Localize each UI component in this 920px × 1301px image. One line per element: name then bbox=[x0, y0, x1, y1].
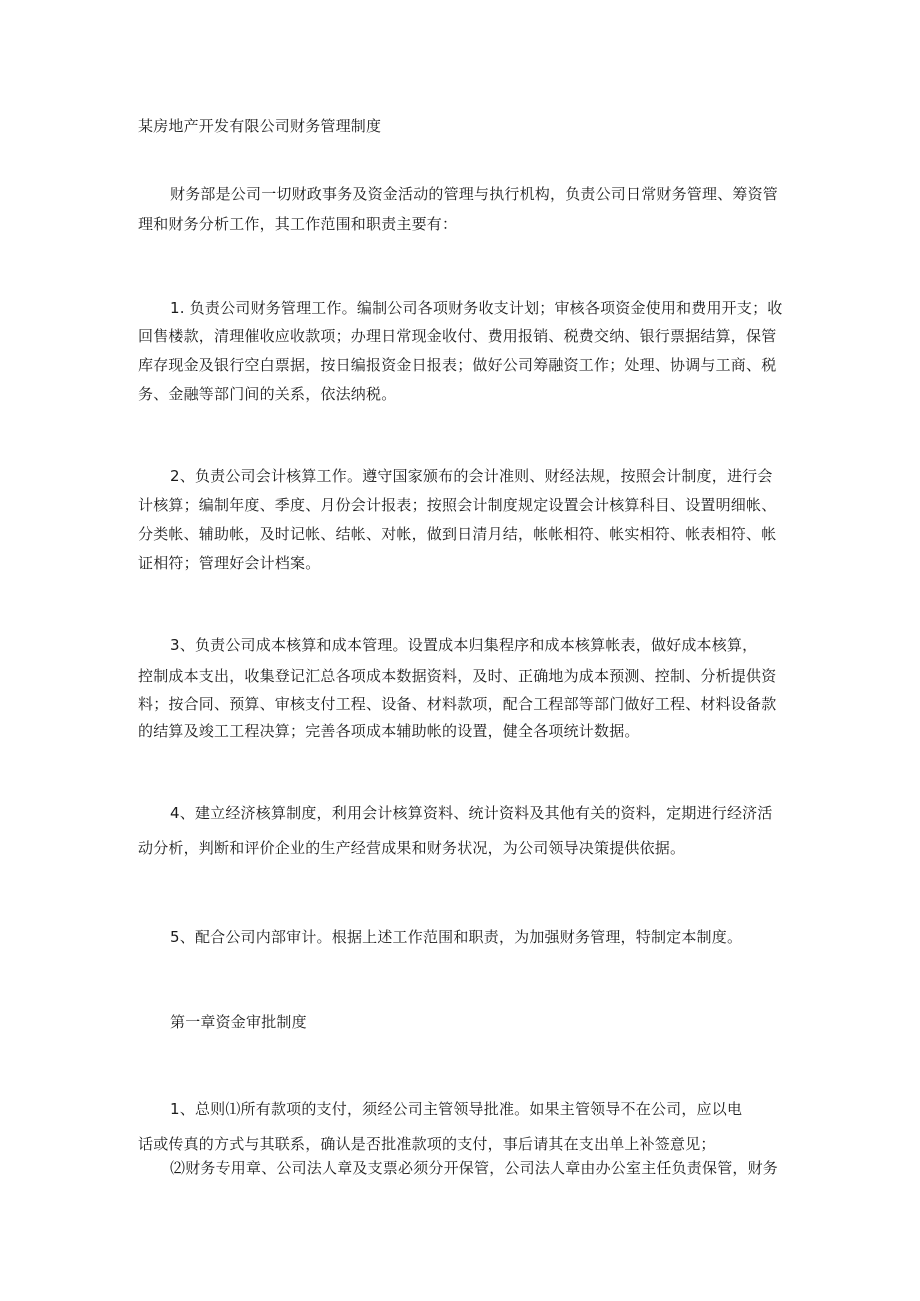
document-title: 某房地产开发有限公司财务管理制度 bbox=[138, 117, 382, 135]
chapter1-line-3: ⑵财务专用章、公司法人章及支票必须分开保管，公司法人章由办公室主任负责保管，财务 bbox=[170, 1159, 779, 1177]
item4-line-1: 4、建立经济核算制度，利用会计核算资料、统计资料及其他有关的资料，定期进行经济活 bbox=[170, 804, 773, 822]
item4-line-2: 动分析，判断和评价企业的生产经营成果和财务状况，为公司领导决策提供依据。 bbox=[138, 839, 686, 857]
intro-line-2: 理和财务分析工作，其工作范围和职责主要有： bbox=[138, 215, 458, 233]
item2-line-1: 2、负责公司会计核算工作。遵守国家颁布的会计准则、财经法规，按照会计制度，进行会 bbox=[170, 467, 773, 485]
intro-line-1: 财务部是公司一切财政事务及资金活动的管理与执行机构，负责公司日常财务管理、筹资管 bbox=[170, 185, 779, 203]
item3-line-1: 3、负责公司成本核算和成本管理。设置成本归集程序和成本核算帐表，做好成本核算， bbox=[170, 636, 758, 654]
chapter1-heading: 第一章资金审批制度 bbox=[170, 1013, 307, 1031]
item1-line-3: 库存现金及银行空白票据，按日编报资金日报表；做好公司筹融资工作；处理、协调与工商、税 bbox=[138, 356, 777, 374]
chapter1-line-2: 话或传真的方式与其联系，确认是否批准款项的支付，事后请其在支出单上补签意见； bbox=[138, 1135, 716, 1153]
item2-line-4: 证相符；管理好会计档案。 bbox=[138, 554, 321, 572]
item2-line-2: 计核算；编制年度、季度、月份会计报表；按照会计制度规定设置会计核算科目、设置明细帐、 bbox=[138, 496, 777, 514]
chapter1-line-1: 1、总则⑴所有款项的支付，须经公司主管领导批准。如果主管领导不在公司，应以电 bbox=[170, 1100, 743, 1118]
item5-line-1: 5、配合公司内部审计。根据上述工作范围和职责，为加强财务管理，特制定本制度。 bbox=[170, 928, 743, 946]
item3-line-3: 料；按合同、预算、审核支付工程、设备、材料款项，配合工程部等部门做好工程、材料设备款 bbox=[138, 695, 777, 713]
item1-line-2: 回售楼款，清理催收应收款项；办理日常现金收付、费用报销、税费交纳、银行票据结算，保管 bbox=[138, 327, 777, 345]
item1-line-1: 1. 负责公司财务管理工作。编制公司各项财务收支计划；审核各项资金使用和费用开支；收 bbox=[170, 299, 783, 317]
item1-line-4: 务、金融等部门间的关系，依法纳税。 bbox=[138, 385, 397, 403]
item2-line-3: 分类帐、辅助帐，及时记帐、结帐、对帐，做到日清月结，帐帐相符、帐实相符、帐表相符、帐 bbox=[138, 525, 777, 543]
item3-line-4: 的结算及竣工工程决算；完善各项成本辅助帐的设置，健全各项统计数据。 bbox=[138, 722, 640, 740]
item3-line-2: 控制成本支出，收集登记汇总各项成本数据资料，及时、正确地为成本预测、控制、分析提供资 bbox=[138, 667, 777, 685]
